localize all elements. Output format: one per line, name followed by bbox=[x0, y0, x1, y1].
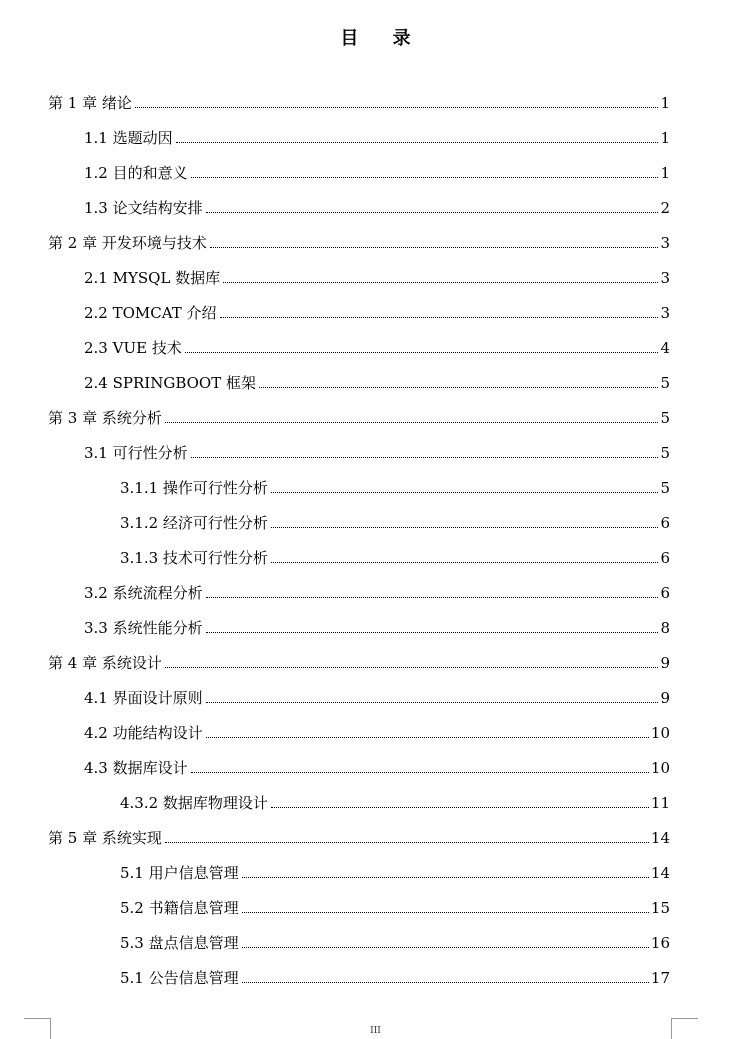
toc-leader-dots bbox=[206, 631, 659, 633]
toc-entry-chapter-4[interactable] bbox=[48, 648, 670, 672]
toc-entry-5-1[interactable] bbox=[120, 858, 670, 882]
toc-entry-page: 3 bbox=[660, 234, 670, 252]
toc-entry-label: 5.2 书籍信息管理 bbox=[120, 899, 239, 917]
toc-leader-dots bbox=[165, 666, 659, 668]
toc-leader-dots bbox=[135, 106, 659, 108]
toc-entry-label: 5.1 用户信息管理 bbox=[120, 864, 239, 882]
toc-entry-label: 4.3 数据库设计 bbox=[84, 759, 188, 777]
toc-entry-4-3-2[interactable] bbox=[120, 788, 670, 812]
toc-entry-1-1[interactable] bbox=[84, 123, 670, 147]
toc-entry-label: 2.2 TOMCAT 介绍 bbox=[84, 304, 217, 322]
toc-entry-page: 14 bbox=[650, 829, 670, 847]
toc-leader-dots bbox=[191, 456, 659, 458]
toc-entry-label: 5.1 公告信息管理 bbox=[120, 969, 239, 987]
toc-entry-4-3[interactable] bbox=[84, 753, 670, 777]
toc-entry-page: 5 bbox=[660, 444, 670, 462]
toc-entry-chapter-1[interactable] bbox=[48, 88, 670, 112]
page-title: 目 录 bbox=[340, 28, 425, 49]
toc-entry-page: 1 bbox=[660, 94, 670, 112]
toc-entry-3-1[interactable] bbox=[84, 438, 670, 462]
toc-leader-dots bbox=[220, 316, 659, 318]
toc-entry-label: 第 4 章 系统设计 bbox=[48, 654, 162, 672]
toc-entry-3-1-2[interactable] bbox=[120, 508, 670, 532]
toc-entry-label: 3.1 可行性分析 bbox=[84, 444, 188, 462]
toc-entry-page: 3 bbox=[660, 269, 670, 287]
toc-entry-chapter-5[interactable] bbox=[48, 823, 670, 847]
toc-entry-page: 10 bbox=[650, 759, 670, 777]
toc-entry-label: 2.4 SPRINGBOOT 框架 bbox=[84, 374, 256, 392]
toc-entry-label: 4.3.2 数据库物理设计 bbox=[120, 794, 268, 812]
toc-leader-dots bbox=[206, 596, 659, 598]
toc-entry-4-2[interactable] bbox=[84, 718, 670, 742]
toc-entry-3-1-3[interactable] bbox=[120, 543, 670, 567]
toc-entry-2-3[interactable] bbox=[84, 333, 670, 357]
toc-entry-label: 2.1 MYSQL 数据库 bbox=[84, 269, 221, 287]
toc-entry-page: 10 bbox=[650, 724, 670, 742]
toc-entry-label: 3.1.3 技术可行性分析 bbox=[120, 549, 268, 567]
toc-entry-page: 14 bbox=[650, 864, 670, 882]
toc-entry-page: 5 bbox=[660, 479, 670, 497]
toc-leader-dots bbox=[242, 981, 649, 983]
toc-entry-2-2[interactable] bbox=[84, 298, 670, 322]
toc-entry-label: 1.1 选题动因 bbox=[84, 129, 173, 147]
toc-leader-dots bbox=[223, 281, 658, 283]
toc-entry-3-1-1[interactable] bbox=[120, 473, 670, 497]
toc-leader-dots bbox=[271, 561, 659, 563]
toc-entry-page: 6 bbox=[660, 549, 670, 567]
toc-entry-5-4[interactable] bbox=[120, 963, 670, 987]
toc-entry-page: 16 bbox=[650, 934, 670, 952]
toc-entry-label: 第 2 章 开发环境与技术 bbox=[48, 234, 207, 252]
toc-entry-label: 5.3 盘点信息管理 bbox=[120, 934, 239, 952]
toc-entry-4-1[interactable] bbox=[84, 683, 670, 707]
toc-entry-page: 17 bbox=[650, 969, 670, 987]
toc-entry-label: 3.1.2 经济可行性分析 bbox=[120, 514, 268, 532]
toc-entry-label: 4.2 功能结构设计 bbox=[84, 724, 203, 742]
toc-entry-label: 1.2 目的和意义 bbox=[84, 164, 188, 182]
toc-entry-page: 3 bbox=[660, 304, 670, 322]
toc-entry-label: 3.1.1 操作可行性分析 bbox=[120, 479, 268, 497]
toc-leader-dots bbox=[206, 736, 649, 738]
toc-leader-dots bbox=[259, 386, 658, 388]
toc-entry-page: 9 bbox=[660, 689, 670, 707]
toc-leader-dots bbox=[165, 421, 659, 423]
toc-leader-dots bbox=[242, 946, 649, 948]
toc-entry-page: 15 bbox=[650, 899, 670, 917]
toc-entry-page: 1 bbox=[660, 164, 670, 182]
toc-leader-dots bbox=[271, 491, 659, 493]
toc-entry-page: 4 bbox=[660, 339, 670, 357]
toc-leader-dots bbox=[206, 701, 659, 703]
toc-entry-label: 4.1 界面设计原则 bbox=[84, 689, 203, 707]
toc-entry-5-2[interactable] bbox=[120, 893, 670, 917]
toc-entry-label: 第 1 章 绪论 bbox=[48, 94, 132, 112]
toc-entry-1-2[interactable] bbox=[84, 158, 670, 182]
toc-entry-3-2[interactable] bbox=[84, 578, 670, 602]
toc-entry-label: 3.2 系统流程分析 bbox=[84, 584, 203, 602]
toc-entry-page: 6 bbox=[660, 584, 670, 602]
toc-entry-chapter-2[interactable] bbox=[48, 228, 670, 252]
footer-page-number: III bbox=[370, 1026, 381, 1036]
toc-leader-dots bbox=[242, 876, 649, 878]
toc-leader-dots bbox=[210, 246, 659, 248]
toc-entry-page: 5 bbox=[660, 409, 670, 427]
toc-leader-dots bbox=[191, 176, 659, 178]
toc-entry-chapter-3[interactable] bbox=[48, 403, 670, 427]
toc-entry-1-3[interactable] bbox=[84, 193, 670, 217]
toc-entry-page: 1 bbox=[660, 129, 670, 147]
toc-entry-page: 6 bbox=[660, 514, 670, 532]
toc-entry-label: 1.3 论文结构安排 bbox=[84, 199, 203, 217]
toc-leader-dots bbox=[185, 351, 659, 353]
toc-leader-dots bbox=[206, 211, 659, 213]
toc-entry-label: 2.3 VUE 技术 bbox=[84, 339, 182, 357]
toc-leader-dots bbox=[191, 771, 649, 773]
toc-entry-label: 第 3 章 系统分析 bbox=[48, 409, 162, 427]
toc-entry-2-4[interactable] bbox=[84, 368, 670, 392]
toc-entry-label: 3.3 系统性能分析 bbox=[84, 619, 203, 637]
toc-entry-3-3[interactable] bbox=[84, 613, 670, 637]
toc-leader-dots bbox=[242, 911, 649, 913]
toc-entry-page: 5 bbox=[660, 374, 670, 392]
toc-entry-5-3[interactable] bbox=[120, 928, 670, 952]
toc-leader-dots bbox=[165, 841, 649, 843]
toc-entry-page: 9 bbox=[660, 654, 670, 672]
toc-leader-dots bbox=[176, 141, 659, 143]
toc-entry-label: 第 5 章 系统实现 bbox=[48, 829, 162, 847]
toc-entry-2-1[interactable] bbox=[84, 263, 670, 287]
toc-entry-page: 8 bbox=[660, 619, 670, 637]
toc-leader-dots bbox=[271, 526, 659, 528]
toc-entry-page: 2 bbox=[660, 199, 670, 217]
toc-entry-page: 11 bbox=[650, 794, 670, 812]
toc-leader-dots bbox=[271, 806, 649, 808]
